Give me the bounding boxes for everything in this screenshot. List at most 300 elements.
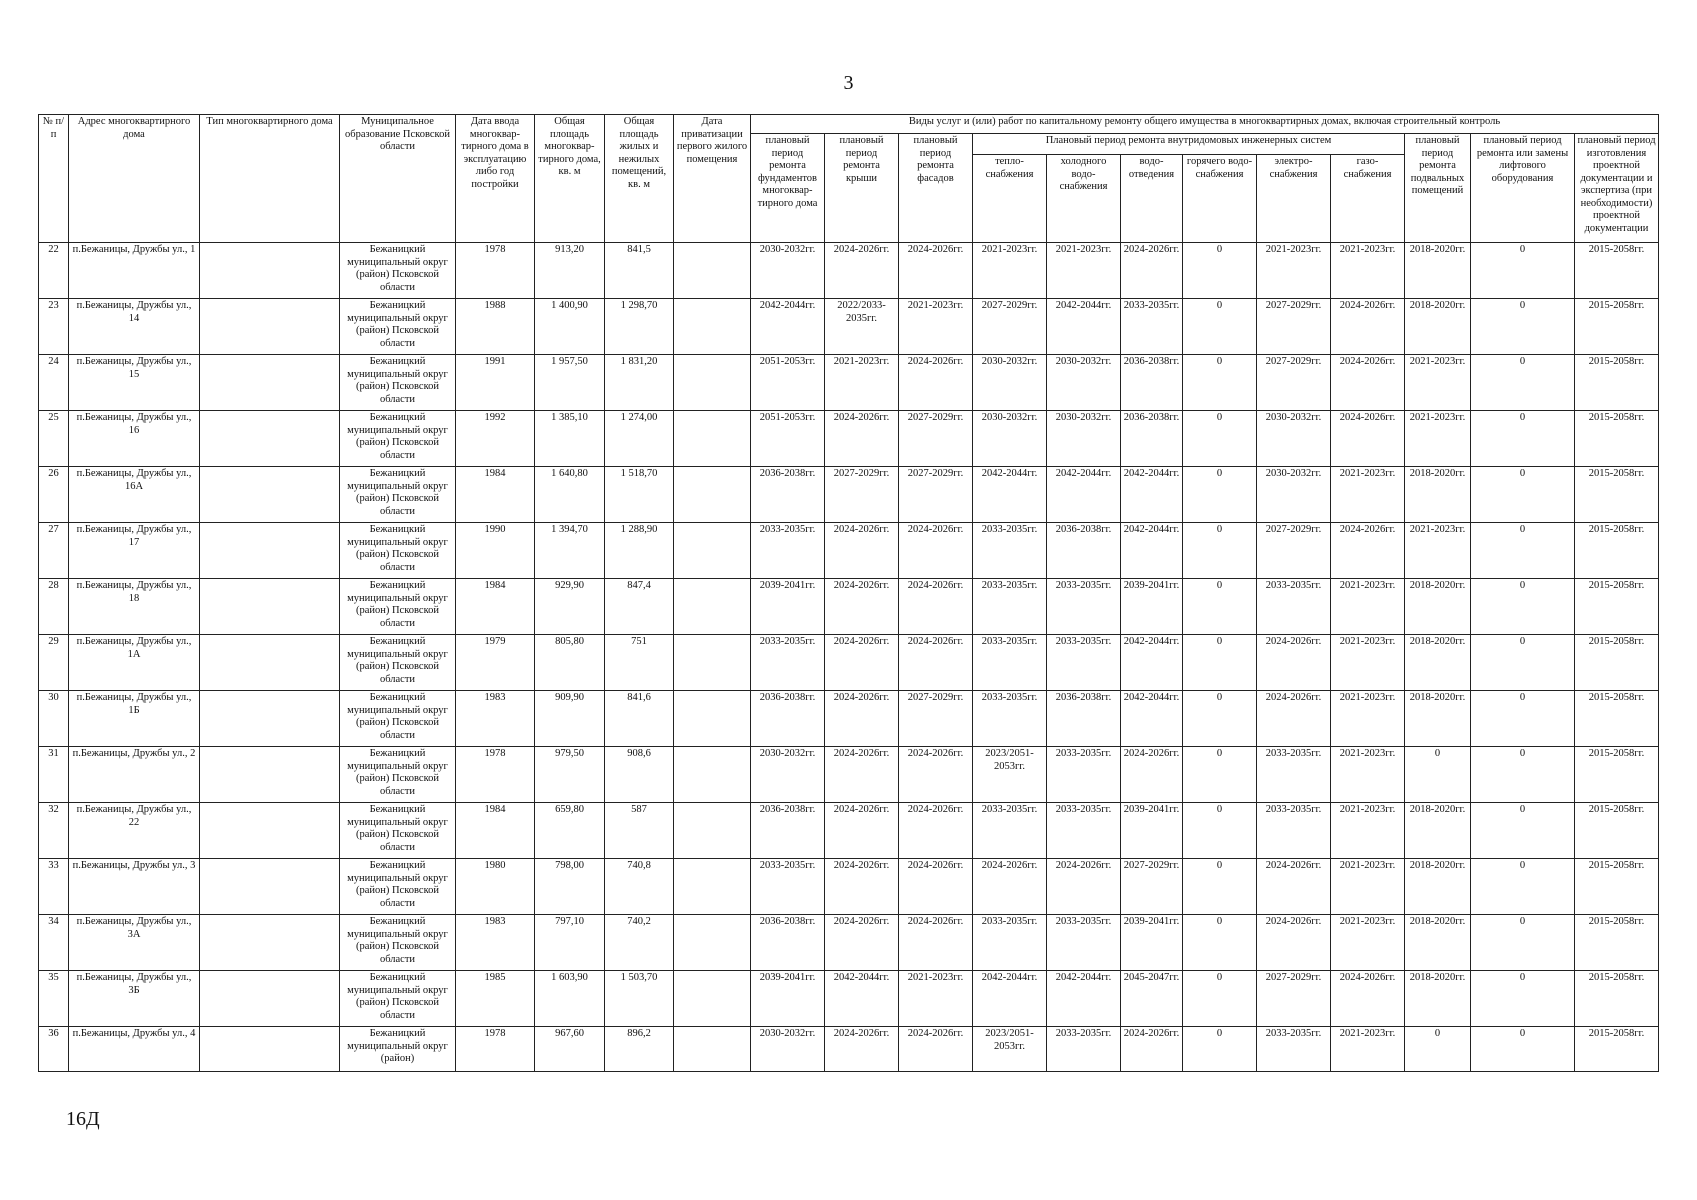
table-row — [39, 467, 1659, 523]
table-row — [39, 579, 1659, 635]
year-cell: 1980 — [456, 859, 535, 915]
address-cell: п.Бежаницы, Дружбы ул., 16А — [69, 467, 200, 523]
foundation-cell: 2051-2053гг. — [751, 411, 825, 467]
header-basement: плановый период ремонта подвальных помещений — [1405, 134, 1471, 243]
gas-cell: 2021-2023гг. — [1331, 467, 1405, 523]
total-area-cell: 967,60 — [535, 1027, 605, 1072]
cold-water-cell: 2042-2044гг. — [1047, 971, 1121, 1027]
basement-cell: 2018-2020гг. — [1405, 691, 1471, 747]
basement-cell: 2021-2023гг. — [1405, 355, 1471, 411]
basement-cell: 0 — [1405, 747, 1471, 803]
roof-cell: 2024-2026гг. — [825, 243, 899, 299]
gas-cell: 2021-2023гг. — [1331, 1027, 1405, 1072]
foundation-cell: 2036-2038гг. — [751, 467, 825, 523]
facade-cell: 2024-2026гг. — [899, 579, 973, 635]
total-area-cell: 1 603,90 — [535, 971, 605, 1027]
capital-repair-table — [38, 114, 1659, 1072]
gas-cell: 2021-2023гг. — [1331, 635, 1405, 691]
table-row — [39, 915, 1659, 971]
elevator-cell: 0 — [1471, 299, 1575, 355]
heat-cell: 2033-2035гг. — [973, 579, 1047, 635]
living-area-cell: 1 288,90 — [605, 523, 674, 579]
header-works-group: Виды услуг и (или) работ по капитальному ремонту общего имущества в многоквартирных домах, включая строительный контроль — [751, 115, 1659, 134]
design-cell: 2015-2058гг. — [1575, 635, 1659, 691]
hot-water-cell: 0 — [1183, 243, 1257, 299]
roof-cell: 2021-2023гг. — [825, 355, 899, 411]
year-cell: 1978 — [456, 1027, 535, 1072]
sewage-cell: 2024-2026гг. — [1121, 747, 1183, 803]
electric-cell: 2030-2032гг. — [1257, 467, 1331, 523]
roof-cell: 2022/2033-2035гг. — [825, 299, 899, 355]
table-row — [39, 747, 1659, 803]
row-number: 31 — [39, 747, 69, 803]
row-number: 32 — [39, 803, 69, 859]
address-cell: п.Бежаницы, Дружбы ул., 2 — [69, 747, 200, 803]
heat-cell: 2042-2044гг. — [973, 467, 1047, 523]
basement-cell: 2021-2023гг. — [1405, 523, 1471, 579]
foundation-cell: 2039-2041гг. — [751, 579, 825, 635]
header-living-area: Общая площадь жилых и нежилых помещений, кв. м — [605, 115, 674, 243]
privatization-cell — [674, 635, 751, 691]
roof-cell: 2024-2026гг. — [825, 411, 899, 467]
gas-cell: 2021-2023гг. — [1331, 859, 1405, 915]
hot-water-cell: 0 — [1183, 859, 1257, 915]
type-cell — [200, 691, 340, 747]
basement-cell: 2018-2020гг. — [1405, 467, 1471, 523]
row-number: 25 — [39, 411, 69, 467]
gas-cell: 2024-2026гг. — [1331, 971, 1405, 1027]
cold-water-cell: 2021-2023гг. — [1047, 243, 1121, 299]
elevator-cell: 0 — [1471, 467, 1575, 523]
privatization-cell — [674, 747, 751, 803]
sewage-cell: 2039-2041гг. — [1121, 579, 1183, 635]
basement-cell: 2018-2020гг. — [1405, 243, 1471, 299]
year-cell: 1984 — [456, 467, 535, 523]
year-cell: 1983 — [456, 915, 535, 971]
total-area-cell: 1 385,10 — [535, 411, 605, 467]
type-cell — [200, 355, 340, 411]
total-area-cell: 805,80 — [535, 635, 605, 691]
address-cell: п.Бежаницы, Дружбы ул., 16 — [69, 411, 200, 467]
address-cell: п.Бежаницы, Дружбы ул., 4 — [69, 1027, 200, 1072]
electric-cell: 2027-2029гг. — [1257, 355, 1331, 411]
total-area-cell: 909,90 — [535, 691, 605, 747]
heat-cell: 2033-2035гг. — [973, 691, 1047, 747]
cold-water-cell: 2033-2035гг. — [1047, 915, 1121, 971]
cold-water-cell: 2033-2035гг. — [1047, 803, 1121, 859]
roof-cell: 2024-2026гг. — [825, 635, 899, 691]
sewage-cell: 2042-2044гг. — [1121, 467, 1183, 523]
elevator-cell: 0 — [1471, 635, 1575, 691]
privatization-cell — [674, 467, 751, 523]
facade-cell: 2021-2023гг. — [899, 299, 973, 355]
electric-cell: 2033-2035гг. — [1257, 1027, 1331, 1072]
hot-water-cell: 0 — [1183, 803, 1257, 859]
total-area-cell: 929,90 — [535, 579, 605, 635]
year-cell: 1991 — [456, 355, 535, 411]
living-area-cell: 587 — [605, 803, 674, 859]
elevator-cell: 0 — [1471, 915, 1575, 971]
sewage-cell: 2024-2026гг. — [1121, 243, 1183, 299]
living-area-cell: 1 503,70 — [605, 971, 674, 1027]
municipality-cell: Бежаницкий муниципальный округ (район) Псковской области — [340, 467, 456, 523]
living-area-cell: 1 831,20 — [605, 355, 674, 411]
facade-cell: 2024-2026гг. — [899, 803, 973, 859]
type-cell — [200, 803, 340, 859]
sewage-cell: 2036-2038гг. — [1121, 355, 1183, 411]
sewage-cell: 2033-2035гг. — [1121, 299, 1183, 355]
total-area-cell: 797,10 — [535, 915, 605, 971]
table-row — [39, 523, 1659, 579]
basement-cell: 2018-2020гг. — [1405, 859, 1471, 915]
cold-water-cell: 2033-2035гг. — [1047, 579, 1121, 635]
header-design: плановый период изготовления проектной документации и экспертиза (при необходимости) проектной документации — [1575, 134, 1659, 243]
total-area-cell: 798,00 — [535, 859, 605, 915]
row-number: 22 — [39, 243, 69, 299]
electric-cell: 2024-2026гг. — [1257, 635, 1331, 691]
header-privatization-date: Дата приватизации первого жилого помещения — [674, 115, 751, 243]
header-address: Адрес многоквартирного дома — [69, 115, 200, 243]
hot-water-cell: 0 — [1183, 523, 1257, 579]
design-cell: 2015-2058гг. — [1575, 803, 1659, 859]
living-area-cell: 1 518,70 — [605, 467, 674, 523]
roof-cell: 2027-2029гг. — [825, 467, 899, 523]
sewage-cell: 2045-2047гг. — [1121, 971, 1183, 1027]
row-number: 26 — [39, 467, 69, 523]
foundation-cell: 2030-2032гг. — [751, 1027, 825, 1072]
roof-cell: 2042-2044гг. — [825, 971, 899, 1027]
privatization-cell — [674, 579, 751, 635]
address-cell: п.Бежаницы, Дружбы ул., 1 — [69, 243, 200, 299]
cold-water-cell: 2033-2035гг. — [1047, 635, 1121, 691]
electric-cell: 2024-2026гг. — [1257, 859, 1331, 915]
roof-cell: 2024-2026гг. — [825, 803, 899, 859]
electric-cell: 2033-2035гг. — [1257, 803, 1331, 859]
municipality-cell: Бежаницкий муниципальный округ (район) Псковской области — [340, 915, 456, 971]
table-row — [39, 355, 1659, 411]
gas-cell: 2024-2026гг. — [1331, 411, 1405, 467]
row-number: 29 — [39, 635, 69, 691]
elevator-cell: 0 — [1471, 579, 1575, 635]
type-cell — [200, 635, 340, 691]
living-area-cell: 740,8 — [605, 859, 674, 915]
table-row — [39, 1027, 1659, 1072]
type-cell — [200, 971, 340, 1027]
privatization-cell — [674, 523, 751, 579]
elevator-cell: 0 — [1471, 971, 1575, 1027]
year-cell: 1984 — [456, 579, 535, 635]
type-cell — [200, 299, 340, 355]
year-cell: 1988 — [456, 299, 535, 355]
design-cell: 2015-2058гг. — [1575, 971, 1659, 1027]
elevator-cell: 0 — [1471, 523, 1575, 579]
header-facade: плановый период ремонта фасадов — [899, 134, 973, 243]
elevator-cell: 0 — [1471, 691, 1575, 747]
header-cold-water: холодного водо-снабжения — [1047, 155, 1121, 243]
electric-cell: 2021-2023гг. — [1257, 243, 1331, 299]
living-area-cell: 1 298,70 — [605, 299, 674, 355]
municipality-cell: Бежаницкий муниципальный округ (район) Псковской области — [340, 243, 456, 299]
gas-cell: 2021-2023гг. — [1331, 747, 1405, 803]
sewage-cell: 2024-2026гг. — [1121, 1027, 1183, 1072]
row-number: 36 — [39, 1027, 69, 1072]
privatization-cell — [674, 803, 751, 859]
basement-cell: 2018-2020гг. — [1405, 635, 1471, 691]
electric-cell: 2024-2026гг. — [1257, 691, 1331, 747]
municipality-cell: Бежаницкий муниципальный округ (район) Псковской области — [340, 635, 456, 691]
row-number: 33 — [39, 859, 69, 915]
heat-cell: 2033-2035гг. — [973, 915, 1047, 971]
heat-cell: 2033-2035гг. — [973, 635, 1047, 691]
year-cell: 1978 — [456, 243, 535, 299]
gas-cell: 2021-2023гг. — [1331, 579, 1405, 635]
basement-cell: 2018-2020гг. — [1405, 803, 1471, 859]
address-cell: п.Бежаницы, Дружбы ул., 17 — [69, 523, 200, 579]
heat-cell: 2027-2029гг. — [973, 299, 1047, 355]
foundation-cell: 2042-2044гг. — [751, 299, 825, 355]
design-cell: 2015-2058гг. — [1575, 243, 1659, 299]
header-sewage: водо-отведения — [1121, 155, 1183, 243]
table-header — [39, 115, 1659, 243]
foundation-cell: 2051-2053гг. — [751, 355, 825, 411]
type-cell — [200, 859, 340, 915]
table-row — [39, 971, 1659, 1027]
foundation-cell: 2030-2032гг. — [751, 747, 825, 803]
electric-cell: 2027-2029гг. — [1257, 299, 1331, 355]
hot-water-cell: 0 — [1183, 579, 1257, 635]
table-row — [39, 411, 1659, 467]
facade-cell: 2024-2026гг. — [899, 635, 973, 691]
facade-cell: 2024-2026гг. — [899, 243, 973, 299]
electric-cell: 2024-2026гг. — [1257, 915, 1331, 971]
roof-cell: 2024-2026гг. — [825, 523, 899, 579]
living-area-cell: 1 274,00 — [605, 411, 674, 467]
year-cell: 1983 — [456, 691, 535, 747]
privatization-cell — [674, 915, 751, 971]
year-cell: 1979 — [456, 635, 535, 691]
basement-cell: 2021-2023гг. — [1405, 411, 1471, 467]
electric-cell: 2027-2029гг. — [1257, 971, 1331, 1027]
facade-cell: 2027-2029гг. — [899, 411, 973, 467]
facade-cell: 2024-2026гг. — [899, 355, 973, 411]
privatization-cell — [674, 859, 751, 915]
type-cell — [200, 915, 340, 971]
heat-cell: 2042-2044гг. — [973, 971, 1047, 1027]
living-area-cell: 896,2 — [605, 1027, 674, 1072]
header-roof: плановый период ремонта крыши — [825, 134, 899, 243]
header-commission-date: Дата ввода многоквар-тирного дома в эксплуатацию либо год постройки — [456, 115, 535, 243]
row-number: 30 — [39, 691, 69, 747]
address-cell: п.Бежаницы, Дружбы ул., 1А — [69, 635, 200, 691]
table-body — [39, 243, 1659, 1072]
municipality-cell: Бежаницкий муниципальный округ (район) Псковской области — [340, 971, 456, 1027]
elevator-cell: 0 — [1471, 355, 1575, 411]
privatization-cell — [674, 691, 751, 747]
hot-water-cell: 0 — [1183, 1027, 1257, 1072]
electric-cell: 2033-2035гг. — [1257, 579, 1331, 635]
design-cell: 2015-2058гг. — [1575, 691, 1659, 747]
gas-cell: 2021-2023гг. — [1331, 803, 1405, 859]
sewage-cell: 2042-2044гг. — [1121, 635, 1183, 691]
cold-water-cell: 2042-2044гг. — [1047, 299, 1121, 355]
design-cell: 2015-2058гг. — [1575, 859, 1659, 915]
total-area-cell: 1 957,50 — [535, 355, 605, 411]
facade-cell: 2024-2026гг. — [899, 915, 973, 971]
foundation-cell: 2033-2035гг. — [751, 635, 825, 691]
type-cell — [200, 467, 340, 523]
table-row — [39, 691, 1659, 747]
hot-water-cell: 0 — [1183, 355, 1257, 411]
design-cell: 2015-2058гг. — [1575, 1027, 1659, 1072]
type-cell — [200, 243, 340, 299]
facade-cell: 2021-2023гг. — [899, 971, 973, 1027]
sewage-cell: 2027-2029гг. — [1121, 859, 1183, 915]
header-foundation: плановый период ремонта фундаментов многоквар-тирного дома — [751, 134, 825, 243]
basement-cell: 0 — [1405, 1027, 1471, 1072]
type-cell — [200, 523, 340, 579]
total-area-cell: 1 640,80 — [535, 467, 605, 523]
year-cell: 1990 — [456, 523, 535, 579]
living-area-cell: 841,5 — [605, 243, 674, 299]
header-engineering-group: Плановый период ремонта внутридомовых инженерных систем — [973, 134, 1405, 155]
electric-cell: 2027-2029гг. — [1257, 523, 1331, 579]
sewage-cell: 2036-2038гг. — [1121, 411, 1183, 467]
facade-cell: 2024-2026гг. — [899, 859, 973, 915]
header-municipality: Муниципальное образование Псковской области — [340, 115, 456, 243]
year-cell: 1992 — [456, 411, 535, 467]
footer-code: 16Д — [66, 1108, 100, 1130]
hot-water-cell: 0 — [1183, 915, 1257, 971]
header-total-area: Общая площадь многоквар-тирного дома, кв. м — [535, 115, 605, 243]
header-num: № п/п — [39, 115, 69, 243]
address-cell: п.Бежаницы, Дружбы ул., 3Б — [69, 971, 200, 1027]
year-cell: 1984 — [456, 803, 535, 859]
basement-cell: 2018-2020гг. — [1405, 915, 1471, 971]
gas-cell: 2021-2023гг. — [1331, 243, 1405, 299]
heat-cell: 2021-2023гг. — [973, 243, 1047, 299]
privatization-cell — [674, 411, 751, 467]
roof-cell: 2024-2026гг. — [825, 747, 899, 803]
table-row — [39, 299, 1659, 355]
row-number: 34 — [39, 915, 69, 971]
address-cell: п.Бежаницы, Дружбы ул., 1Б — [69, 691, 200, 747]
cold-water-cell: 2030-2032гг. — [1047, 411, 1121, 467]
facade-cell: 2024-2026гг. — [899, 747, 973, 803]
gas-cell: 2024-2026гг. — [1331, 523, 1405, 579]
address-cell: п.Бежаницы, Дружбы ул., 18 — [69, 579, 200, 635]
gas-cell: 2021-2023гг. — [1331, 691, 1405, 747]
design-cell: 2015-2058гг. — [1575, 467, 1659, 523]
header-hot-water: горячего водо-снабжения — [1183, 155, 1257, 243]
hot-water-cell: 0 — [1183, 971, 1257, 1027]
design-cell: 2015-2058гг. — [1575, 355, 1659, 411]
header-gas: газо-снабжения — [1331, 155, 1405, 243]
header-elevator: плановый период ремонта или замены лифтового оборудования — [1471, 134, 1575, 243]
elevator-cell: 0 — [1471, 1027, 1575, 1072]
year-cell: 1978 — [456, 747, 535, 803]
page-number: 3 — [843, 72, 854, 94]
hot-water-cell: 0 — [1183, 691, 1257, 747]
heat-cell: 2033-2035гг. — [973, 523, 1047, 579]
type-cell — [200, 411, 340, 467]
cold-water-cell: 2024-2026гг. — [1047, 859, 1121, 915]
gas-cell: 2024-2026гг. — [1331, 299, 1405, 355]
heat-cell: 2024-2026гг. — [973, 859, 1047, 915]
sewage-cell: 2042-2044гг. — [1121, 523, 1183, 579]
total-area-cell: 659,80 — [535, 803, 605, 859]
table-row — [39, 859, 1659, 915]
elevator-cell: 0 — [1471, 411, 1575, 467]
type-cell — [200, 747, 340, 803]
address-cell: п.Бежаницы, Дружбы ул., 14 — [69, 299, 200, 355]
design-cell: 2015-2058гг. — [1575, 915, 1659, 971]
elevator-cell: 0 — [1471, 803, 1575, 859]
privatization-cell — [674, 355, 751, 411]
cold-water-cell: 2030-2032гг. — [1047, 355, 1121, 411]
privatization-cell — [674, 971, 751, 1027]
privatization-cell — [674, 299, 751, 355]
privatization-cell — [674, 243, 751, 299]
basement-cell: 2018-2020гг. — [1405, 971, 1471, 1027]
address-cell: п.Бежаницы, Дружбы ул., 22 — [69, 803, 200, 859]
foundation-cell: 2039-2041гг. — [751, 971, 825, 1027]
municipality-cell: Бежаницкий муниципальный округ (район) — [340, 1027, 456, 1072]
total-area-cell: 1 394,70 — [535, 523, 605, 579]
foundation-cell: 2033-2035гг. — [751, 859, 825, 915]
sewage-cell: 2039-2041гг. — [1121, 915, 1183, 971]
cold-water-cell: 2033-2035гг. — [1047, 747, 1121, 803]
heat-cell: 2030-2032гг. — [973, 411, 1047, 467]
electric-cell: 2030-2032гг. — [1257, 411, 1331, 467]
row-number: 27 — [39, 523, 69, 579]
row-number: 23 — [39, 299, 69, 355]
design-cell: 2015-2058гг. — [1575, 299, 1659, 355]
facade-cell: 2027-2029гг. — [899, 691, 973, 747]
roof-cell: 2024-2026гг. — [825, 691, 899, 747]
table-row — [39, 635, 1659, 691]
sewage-cell: 2039-2041гг. — [1121, 803, 1183, 859]
heat-cell: 2023/2051-2053гг. — [973, 747, 1047, 803]
total-area-cell: 913,20 — [535, 243, 605, 299]
facade-cell: 2024-2026гг. — [899, 1027, 973, 1072]
municipality-cell: Бежаницкий муниципальный округ (район) Псковской области — [340, 299, 456, 355]
foundation-cell: 2033-2035гг. — [751, 523, 825, 579]
foundation-cell: 2036-2038гг. — [751, 691, 825, 747]
facade-cell: 2024-2026гг. — [899, 523, 973, 579]
table-row — [39, 243, 1659, 299]
roof-cell: 2024-2026гг. — [825, 579, 899, 635]
design-cell: 2015-2058гг. — [1575, 747, 1659, 803]
municipality-cell: Бежаницкий муниципальный округ (район) Псковской области — [340, 803, 456, 859]
gas-cell: 2024-2026гг. — [1331, 355, 1405, 411]
row-number: 28 — [39, 579, 69, 635]
sewage-cell: 2042-2044гг. — [1121, 691, 1183, 747]
design-cell: 2015-2058гг. — [1575, 411, 1659, 467]
living-area-cell: 740,2 — [605, 915, 674, 971]
municipality-cell: Бежаницкий муниципальный округ (район) Псковской области — [340, 579, 456, 635]
elevator-cell: 0 — [1471, 859, 1575, 915]
municipality-cell: Бежаницкий муниципальный округ (район) Псковской области — [340, 523, 456, 579]
hot-water-cell: 0 — [1183, 467, 1257, 523]
table-row — [39, 803, 1659, 859]
electric-cell: 2033-2035гг. — [1257, 747, 1331, 803]
heat-cell: 2023/2051-2053гг. — [973, 1027, 1047, 1072]
living-area-cell: 751 — [605, 635, 674, 691]
basement-cell: 2018-2020гг. — [1405, 299, 1471, 355]
roof-cell: 2024-2026гг. — [825, 859, 899, 915]
privatization-cell — [674, 1027, 751, 1072]
address-cell: п.Бежаницы, Дружбы ул., 15 — [69, 355, 200, 411]
